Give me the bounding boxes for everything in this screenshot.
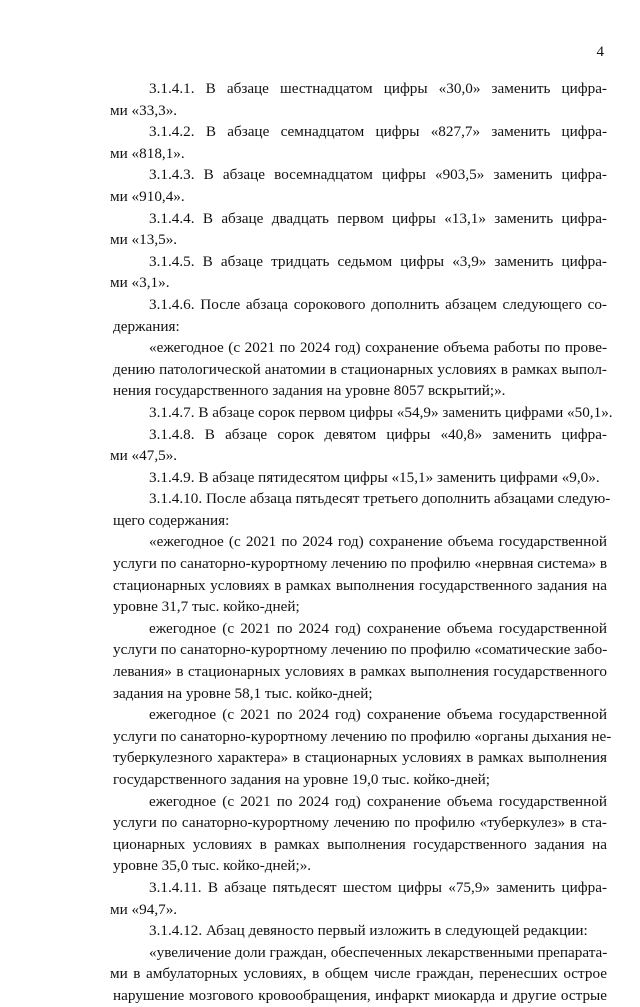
text-line: ми «910,4». <box>110 187 185 205</box>
text-line: ми «47,5». <box>110 447 178 465</box>
text-line: ми «3,1». <box>110 274 170 292</box>
text-line: стационарных условиях в рамках выполнения государственного задания на <box>113 576 607 594</box>
text-line: задания на уровне 58,1 тыс. койко-дней; <box>113 684 373 702</box>
text-line: 3.1.4.9. В абзаце пятидесятом цифры «15,1» заменить цифрами «9,0». <box>149 468 600 486</box>
text-line: ми «33,3». <box>110 101 178 119</box>
text-line: ежегодное (с 2021 по 2024 год) сохранение объема государственной <box>149 619 607 637</box>
text-line: 3.1.4.5. В абзаце тридцать седьмом цифры «3,9» заменить цифра- <box>149 252 607 270</box>
document-body <box>110 78 613 1007</box>
text-line: «ежегодное (с 2021 по 2024 год) сохранение объема работы по прове- <box>149 339 607 357</box>
text-line: услуги по санаторно-курортному лечению по профилю «соматические забо- <box>113 641 608 659</box>
text-line: ми «818,1». <box>110 144 185 162</box>
text-line: ежегодное (с 2021 по 2024 год) сохранение объема государственной <box>149 792 607 810</box>
text-line: ционарных условиях в рамках выполнения государственного задания на <box>113 835 607 853</box>
text-line: 3.1.4.4. В абзаце двадцать первом цифры «13,1» заменить цифра- <box>149 209 607 227</box>
text-line: уровне 35,0 тыс. койко-дней;». <box>113 857 312 875</box>
text-line: левания» в стационарных условиях в рамках выполнения государственного <box>113 663 607 681</box>
text-line: государственного задания на уровне 19,0 тыс. койко-дней; <box>113 771 490 788</box>
text-line: ежегодное (с 2021 по 2024 год) сохранение объема государственной <box>149 706 607 724</box>
text-line: уровне 31,7 тыс. койко-дней; <box>113 598 300 616</box>
text-line: ми «94,7». <box>110 900 178 918</box>
text-line: щего содержания: <box>113 511 230 529</box>
text-line: ми в амбулаторных условиях, в общем числе граждан, перенесших острое <box>110 965 607 983</box>
text-line: ми «13,5». <box>110 231 178 249</box>
text-line: «ежегодное (с 2021 по 2024 год) сохранение объема государственной <box>149 533 607 551</box>
text-line: нения государственного задания на уровне 8057 вскрытий;». <box>113 382 506 400</box>
text-line: 3.1.4.1. В абзаце шестнадцатом цифры «30,0» заменить цифра- <box>149 80 607 97</box>
text-line: услуги по санаторно-курортному лечению по профилю «органы дыхания не- <box>113 727 612 745</box>
text-line: 3.1.4.7. В абзаце сорок первом цифры «54,9» заменить цифрами «50,1». <box>149 403 613 421</box>
text-line: 3.1.4.2. В абзаце семнадцатом цифры «827,7» заменить цифра- <box>149 123 607 141</box>
page-number: 4 <box>596 44 604 60</box>
text-line: 3.1.4.11. В абзаце пятьдесят шестом цифры «75,9» заменить цифра- <box>149 878 607 896</box>
text-line: туберкулезного характера» в стационарных условиях в рамках выполнения <box>113 749 607 767</box>
text-line: услуги по санаторно-курортному лечению по профилю «нервная система» в <box>113 555 608 573</box>
text-line: нарушение мозгового кровообращения, инфаркт миокарда и другие острые <box>113 986 607 1004</box>
text-line: дению патологической анатомии в стационарных условиях в рамках выпол- <box>113 360 607 378</box>
text-line: услуги по санаторно-курортному лечению по профилю «туберкулез» в ста- <box>113 814 607 832</box>
text-line: 3.1.4.6. После абзаца сорокового дополнить абзацем следующего со- <box>149 295 607 313</box>
text-line: 3.1.4.10. После абзаца пятьдесят третьего дополнить абзацами следую- <box>149 490 611 508</box>
text-line: 3.1.4.3. В абзаце восемнадцатом цифры «903,5» заменить цифра- <box>149 166 607 184</box>
text-line: «увеличение доли граждан, обеспеченных лекарственными препарата- <box>149 943 608 961</box>
text-line: держания: <box>113 317 180 335</box>
text-line: 3.1.4.8. В абзаце сорок девятом цифры «40,8» заменить цифра- <box>149 425 607 443</box>
text-line: 3.1.4.12. Абзац девяносто первый изложить в следующей редакции: <box>149 922 588 940</box>
